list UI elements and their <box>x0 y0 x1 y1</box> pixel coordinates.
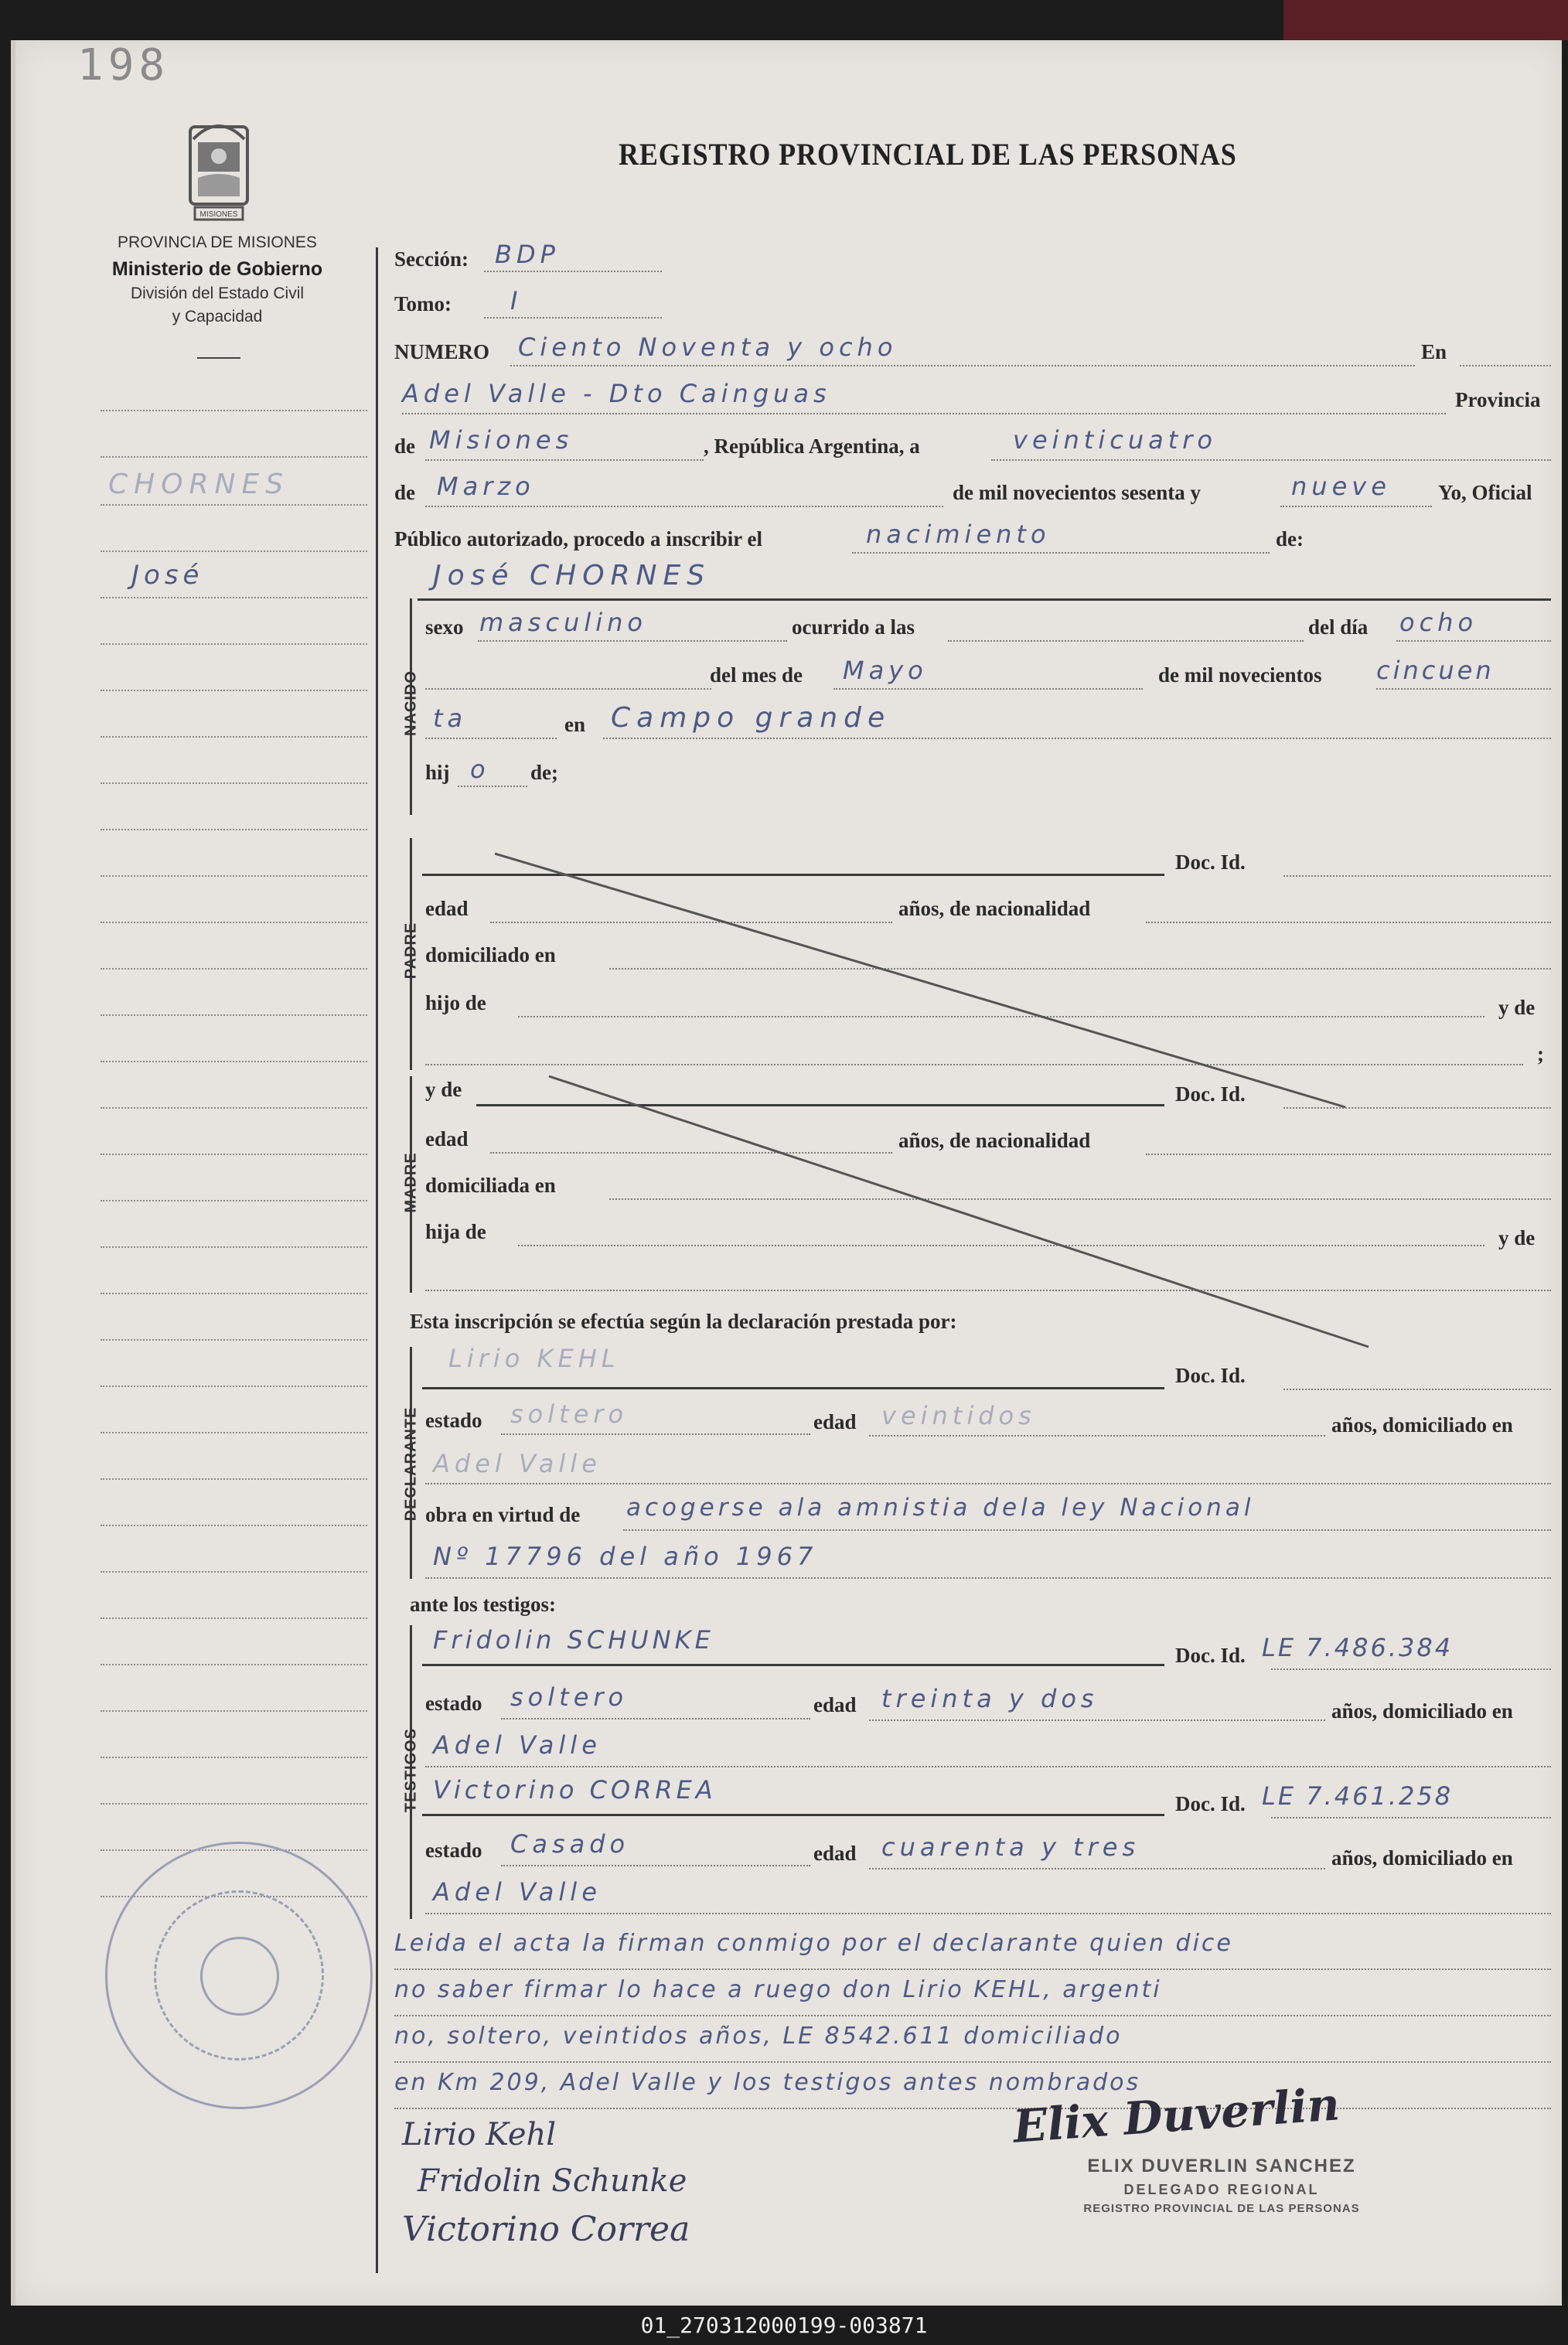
margin-line <box>101 1617 367 1619</box>
testigo2-estado-label: estado <box>425 1839 482 1862</box>
yo-oficial-label: Yo, Oficial <box>1438 481 1532 504</box>
margin-line <box>101 1525 367 1526</box>
sexo-label: sexo <box>425 615 464 639</box>
margin-line <box>101 1200 367 1201</box>
testigo1-estado-value: soltero <box>510 1682 629 1712</box>
ministry-name: Ministerio de Gobierno <box>111 258 323 280</box>
publico-label: Público autorizado, procedo a inscribir el <box>394 527 762 550</box>
margin-line <box>101 1710 367 1712</box>
anio-registro-value: nueve <box>1291 472 1391 501</box>
signature-declarante: Lirio Kehl <box>402 2117 557 2152</box>
margin-line <box>101 875 367 877</box>
testigo1-nombre-value: Fridolin SCHUNKE <box>433 1625 714 1655</box>
padre-y-de-label: y de <box>1498 996 1536 1019</box>
ocurrido-label: ocurrido a las <box>792 615 915 639</box>
margin-line <box>101 968 367 970</box>
closing-line-2: no saber firmar lo hace a ruego don Lirio KEHL, argenti <box>394 1976 1162 2003</box>
margin-line <box>101 643 367 645</box>
lugar-value: Adel Valle - Dto Cainguas <box>402 379 831 408</box>
inscripcion-label: Esta inscripción se efectúa según la declaración prestada por: <box>410 1310 957 1333</box>
header-divider <box>197 357 240 359</box>
declarante-nombre-value: Lirio KEHL <box>448 1344 620 1373</box>
testigo2-dom-label: años, domiciliado en <box>1331 1846 1513 1870</box>
testigo2-edad-value: cuarenta y tres <box>881 1832 1140 1862</box>
page-number: 198 <box>77 40 170 90</box>
testigo1-estado-label: estado <box>425 1692 482 1715</box>
padre-nacionalidad-label: años, de nacionalidad <box>898 897 1091 920</box>
del-mes-label: del mes de <box>710 663 803 687</box>
obra-2-value: Nº 17796 del año 1967 <box>433 1542 818 1571</box>
margin-line <box>101 1571 367 1573</box>
book-spine <box>1283 0 1568 40</box>
margin-line <box>101 1061 367 1062</box>
sexo-value: masculino <box>479 608 647 637</box>
padre-semicolon: ; <box>1537 1042 1544 1065</box>
madre-doc-label: Doc. Id. <box>1175 1082 1246 1106</box>
margin-line <box>101 690 367 691</box>
margin-line <box>101 1757 367 1758</box>
testigo2-estado-value: Casado <box>510 1829 630 1859</box>
margin-line <box>101 1246 367 1248</box>
en-label: En <box>1421 340 1447 363</box>
madre-edad-label: edad <box>425 1127 469 1150</box>
madre-y-de-label: y de <box>425 1078 462 1101</box>
de-colon-label: de: <box>1276 527 1304 550</box>
seccion-label: Sección: <box>394 247 469 271</box>
margin-line <box>101 1107 367 1109</box>
madre-domicilio-label: domiciliada en <box>425 1174 556 1197</box>
declarante-label: DECLARANTE <box>402 1406 420 1522</box>
numero-label: NUMERO <box>394 340 489 363</box>
en-lugar-label: en <box>564 713 585 736</box>
mes-nac-value: Mayo <box>843 656 928 685</box>
republica-label: , República Argentina, a <box>704 435 920 458</box>
testigo1-dom-label: años, domiciliado en <box>1331 1699 1513 1723</box>
division-name: División del Estado Civil <box>130 285 305 302</box>
padre-edad-label: edad <box>425 897 469 920</box>
signature-testigo2: Victorino Correa <box>402 2210 690 2249</box>
testigo2-nombre-value: Victorino CORREA <box>433 1775 717 1805</box>
testigo2-doc-value: LE 7.461.258 <box>1262 1781 1454 1811</box>
official-role: DELEGADO REGIONAL <box>1123 2182 1320 2197</box>
margin-name: José <box>131 560 204 591</box>
declarante-estado-value: soltero <box>510 1399 629 1429</box>
mil-novecientos-label: de mil novecientos sesenta y <box>953 481 1201 504</box>
province-seal-icon <box>184 116 254 224</box>
signature-testigo1: Fridolin Schunke <box>418 2163 687 2199</box>
margin-line <box>101 504 367 506</box>
official-office: REGISTRO PROVINCIAL DE LAS PERSONAS <box>1083 2202 1360 2215</box>
obra-1-value: acogerse ala amnistia dela ley Nacional <box>626 1494 1255 1522</box>
madre-label: MADRE <box>402 1152 420 1213</box>
testigos-label: TESTIGOS <box>402 1727 420 1813</box>
margin-line <box>101 1432 367 1433</box>
madre-nacionalidad-label: años, de nacionalidad <box>898 1129 1091 1152</box>
margin-divider <box>376 247 378 2273</box>
hijo-value: o <box>470 755 490 784</box>
dia-nac-value: ocho <box>1399 608 1478 637</box>
de-label: de <box>394 435 415 458</box>
margin-surname: CHORNES <box>108 469 290 500</box>
margin-line <box>101 922 367 923</box>
strike-through-lines <box>495 844 1384 1355</box>
margin-line <box>101 410 367 411</box>
acto-value: nacimiento <box>866 520 1051 549</box>
testigo2-edad-label: edad <box>813 1842 857 1865</box>
tomo-value: I <box>510 286 523 315</box>
margin-line <box>101 782 367 784</box>
nombre-value: José CHORNES <box>433 560 711 591</box>
margin-line <box>101 456 367 458</box>
numero-value: Ciento Noventa y ocho <box>518 332 898 362</box>
testigo1-doc-label: Doc. Id. <box>1175 1644 1246 1667</box>
margin-line <box>101 829 367 830</box>
provincia-label: Provincia <box>1455 388 1541 411</box>
province-name: PROVINCIA DE MISIONES <box>118 233 317 251</box>
margin-line <box>101 1803 367 1805</box>
seal-label: MISIONES <box>199 210 238 219</box>
nacido-label: NACIDO <box>402 670 420 736</box>
margin-line <box>101 550 367 552</box>
margin-line <box>101 736 367 738</box>
margin-line <box>101 1154 367 1155</box>
archive-id: 01_270312000199-003871 <box>0 2306 1568 2345</box>
anio-nac-2-value: ta <box>433 704 468 733</box>
mes-registro-value: Marzo <box>437 472 535 501</box>
testigo2-doc-label: Doc. Id. <box>1175 1792 1246 1815</box>
declarante-doc-label: Doc. Id. <box>1175 1364 1246 1387</box>
de-mes-label: de <box>394 481 415 504</box>
mil-nov-nac-label: de mil novecientos <box>1158 663 1322 687</box>
madre-hija-label: hija de <box>425 1220 486 1243</box>
margin-line <box>101 1293 367 1294</box>
margin-line <box>101 1664 367 1665</box>
padre-domicilio-label: domiciliado en <box>425 943 556 966</box>
official-signature: Elix Duverlin <box>1011 2077 1341 2153</box>
dia-registro-value: veinticuatro <box>1013 425 1217 455</box>
madre-y-de2-label: y de <box>1498 1226 1536 1249</box>
de-semicolon-label: de; <box>530 761 558 784</box>
hij-label: hij <box>425 761 450 784</box>
margin-line <box>101 597 367 598</box>
closing-line-3: no, soltero, veintidos años, LE 8542.611 domiciliado <box>394 2023 1123 2050</box>
testigo2-dom-value: Adel Valle <box>433 1877 602 1907</box>
padre-label: PADRE <box>402 922 420 980</box>
anio-nac-1-value: cincuen <box>1376 656 1495 685</box>
lugar-nac-value: Campo grande <box>611 702 891 734</box>
declarante-dom-label: años, domiciliado en <box>1331 1413 1513 1437</box>
declarante-edad-value: veintidos <box>881 1401 1036 1430</box>
declarante-dom-value: Adel Valle <box>433 1449 602 1478</box>
testigo1-doc-value: LE 7.486.384 <box>1262 1633 1454 1662</box>
document-page <box>11 40 1562 2306</box>
padre-doc-label: Doc. Id. <box>1175 850 1246 874</box>
closing-line-4: en Km 209, Adel Valle y los testigos antes nombrados <box>394 2069 1141 2096</box>
testigo1-edad-label: edad <box>813 1693 857 1716</box>
padre-hijo-label: hijo de <box>425 991 486 1014</box>
del-dia-label: del día <box>1308 615 1369 639</box>
provincia-value: Misiones <box>429 425 574 455</box>
obra-label: obra en virtud de <box>425 1503 581 1526</box>
margin-line <box>101 1386 367 1387</box>
official-name: ELIX DUVERLIN SANCHEZ <box>1087 2156 1356 2176</box>
margin-line <box>101 1339 367 1341</box>
margin-line <box>101 1478 367 1480</box>
closing-line-1: Leida el acta la firman conmigo por el declarante quien dice <box>394 1930 1233 1957</box>
declarante-estado-label: estado <box>425 1409 482 1432</box>
testigo1-dom-value: Adel Valle <box>433 1730 602 1760</box>
margin-line <box>101 1014 367 1016</box>
document-title: REGISTRO PROVINCIAL DE LAS PERSONAS <box>619 137 1237 172</box>
declarante-edad-label: edad <box>813 1410 857 1433</box>
division-capacity: y Capacidad <box>172 308 263 326</box>
seccion-value: BDP <box>495 240 560 269</box>
tomo-label: Tomo: <box>394 292 452 315</box>
testigo1-edad-value: treinta y dos <box>881 1684 1099 1713</box>
official-stamp-icon <box>105 1842 373 2109</box>
ante-testigos-label: ante los testigos: <box>410 1593 556 1616</box>
